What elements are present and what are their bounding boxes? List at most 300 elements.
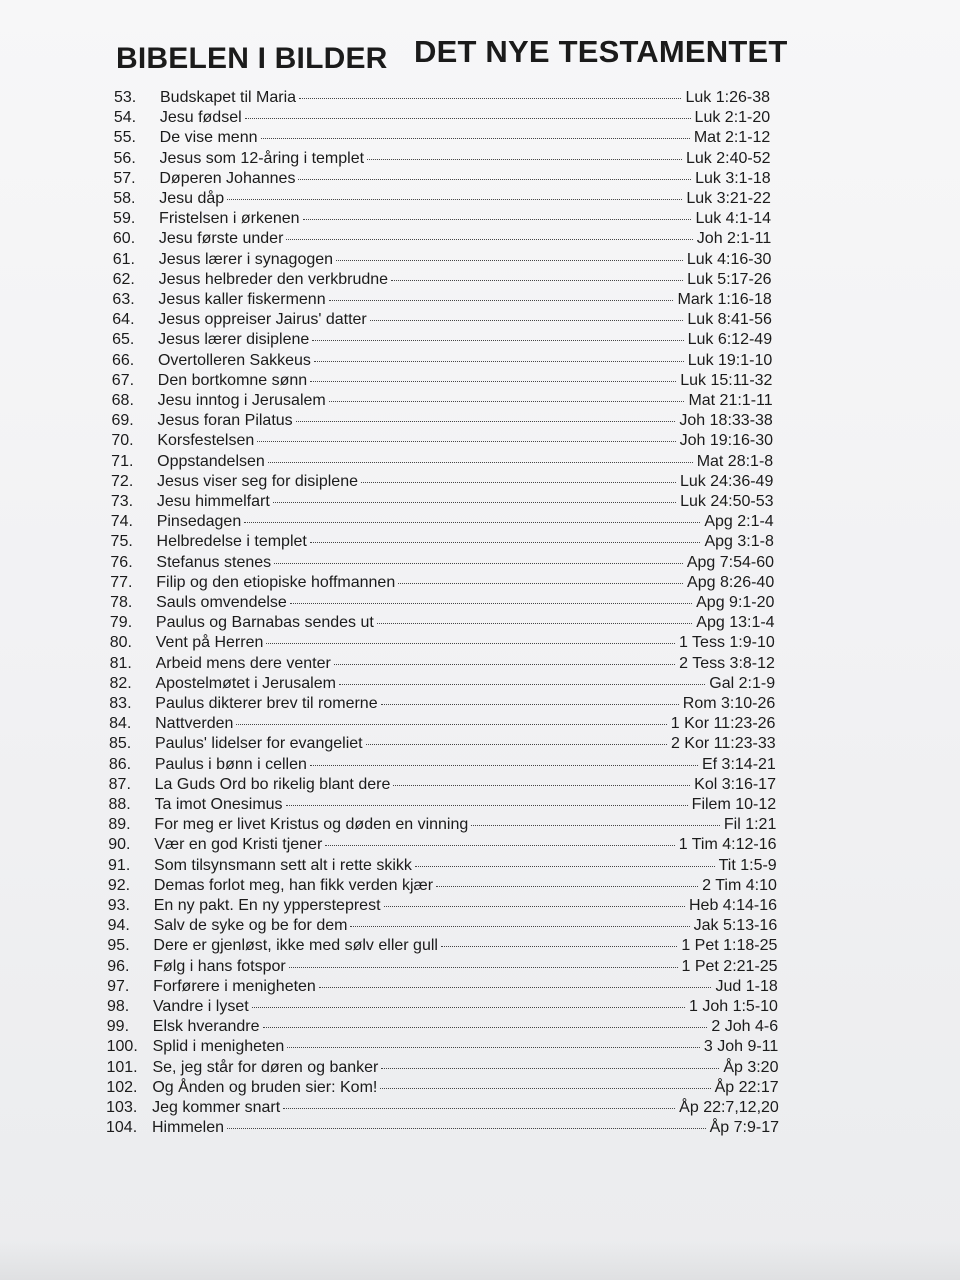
dot-leader — [283, 1108, 675, 1109]
scripture-reference: Joh 19:16-30 — [679, 432, 773, 450]
entry-content — [154, 815, 776, 835]
book-series-title: BIBELEN I BILDER — [116, 42, 388, 75]
entry-number: 95. — [107, 937, 130, 955]
entry-title: Korsfestelsen — [157, 432, 255, 450]
toc-entry — [0, 270, 960, 290]
toc-entry — [0, 957, 960, 977]
entry-number: 75. — [110, 533, 133, 551]
entry-content — [154, 916, 778, 936]
entry-content — [159, 189, 771, 209]
scripture-reference: Gal 2:1-9 — [709, 674, 776, 692]
entry-title: Vær en god Kristi tjener — [154, 836, 323, 854]
entry-content — [155, 714, 775, 734]
entry-title: Paulus i bønn i cellen — [154, 755, 307, 773]
scripture-reference: Luk 19:1-10 — [687, 351, 773, 369]
toc-entry — [0, 1017, 960, 1037]
scripture-reference: Fil 1:21 — [723, 816, 777, 834]
dot-leader — [289, 967, 678, 968]
dot-leader — [286, 805, 688, 806]
scripture-reference: 1 Kor 11:23-26 — [670, 715, 776, 733]
entry-content — [157, 492, 774, 512]
scripture-reference: Luk 2:1-20 — [694, 109, 771, 127]
entry-content — [154, 856, 777, 876]
entry-content — [153, 997, 778, 1017]
toc-entry — [0, 1098, 960, 1118]
entry-content — [159, 169, 770, 189]
toc-entry — [0, 1037, 960, 1057]
scripture-reference: Åp 3:20 — [723, 1058, 779, 1076]
entry-content — [155, 775, 776, 795]
entry-number: 87. — [108, 775, 131, 793]
entry-title: Jesu inntog i Jerusalem — [157, 392, 326, 409]
toc-entry — [0, 714, 960, 734]
toc-entry — [0, 411, 960, 431]
entry-title: Elsk hverandre — [152, 1018, 260, 1036]
entry-number: 72. — [111, 472, 134, 490]
scripture-reference: 3 Joh 9-11 — [703, 1038, 779, 1056]
entry-title: Himmelen — [152, 1119, 225, 1137]
entry-title: Og Ånden og bruden sier: Kom! — [152, 1078, 378, 1096]
toc-entry — [0, 977, 960, 997]
entry-content — [159, 229, 771, 249]
entry-title: Den bortkomne sønn — [157, 371, 308, 389]
entry-title: Stefanus stenes — [156, 553, 272, 571]
entry-content — [159, 270, 772, 290]
scripture-reference: Apg 9:1-20 — [696, 594, 775, 611]
dot-leader — [274, 563, 683, 564]
entry-number: 84. — [109, 715, 132, 733]
entry-content — [153, 936, 777, 956]
entry-number: 91. — [108, 856, 131, 874]
scripture-reference: 1 Pet 1:18-25 — [681, 937, 778, 955]
scripture-reference: Luk 3:1-18 — [695, 169, 771, 187]
entry-title: Paulus og Barnabas sendes ut — [155, 614, 374, 632]
dot-leader — [257, 441, 675, 442]
scripture-reference: Mat 21:1-11 — [688, 392, 773, 409]
entry-number: 92. — [107, 876, 131, 894]
dot-leader — [329, 401, 685, 402]
toc-entry — [0, 128, 960, 148]
toc-entry — [0, 149, 960, 169]
entry-title: Filip og den etiopiske hoffmannen — [156, 573, 396, 591]
toc-entry — [0, 330, 960, 350]
dot-leader — [298, 179, 691, 180]
scripture-reference: Apg 8:26-40 — [687, 573, 775, 591]
toc-entry — [0, 209, 960, 229]
entry-content — [153, 957, 777, 977]
entry-title: Følg i hans fotspor — [153, 957, 286, 975]
entry-title: En ny pakt. En ny yppersteprest — [153, 897, 381, 914]
dot-leader — [398, 583, 683, 584]
entry-number: 101. — [106, 1058, 138, 1076]
scripture-reference: Mat 28:1-8 — [696, 452, 774, 470]
toc-entry — [0, 189, 960, 209]
entry-number: 56. — [113, 149, 136, 167]
entry-title: Nattverden — [155, 715, 234, 733]
scripture-reference: Apg 2:1-4 — [704, 513, 774, 531]
scripture-reference: Heb 4:14-16 — [688, 897, 778, 914]
entry-title: Salv de syke og be for dem — [153, 917, 348, 935]
toc-entry — [0, 492, 960, 512]
toc-entry — [0, 532, 960, 552]
entry-title: Overtolleren Sakkeus — [157, 351, 311, 369]
toc-entry — [0, 775, 960, 795]
entry-title: Ta imot Onesimus — [154, 796, 283, 813]
entry-number: 60. — [112, 230, 136, 248]
dot-leader — [310, 381, 676, 382]
entry-number: 53. — [114, 89, 137, 106]
dot-leader — [287, 1047, 700, 1048]
entry-title: Jesu første under — [158, 230, 284, 248]
dot-leader — [310, 542, 701, 543]
entry-number: 81. — [109, 654, 132, 672]
entry-number: 68. — [111, 392, 134, 409]
dot-leader — [393, 785, 690, 786]
scripture-reference: Mat 2:1-12 — [693, 129, 771, 147]
entry-content — [152, 1058, 778, 1078]
toc-entry — [0, 472, 960, 492]
entry-title: Jesus oppreiser Jairus' datter — [158, 311, 367, 329]
toc-entry — [0, 876, 960, 896]
scripture-reference: Luk 6:12-49 — [687, 331, 773, 349]
entry-title: Jesus lærer disiplene — [158, 331, 310, 349]
toc-entry — [0, 633, 960, 653]
entry-content — [153, 977, 778, 997]
toc-entry — [0, 573, 960, 593]
entry-number: 69. — [111, 412, 134, 430]
dot-leader — [296, 421, 676, 422]
toc-entry — [0, 734, 960, 754]
entry-content — [155, 674, 775, 694]
scripture-reference: 2 Joh 4-6 — [711, 1018, 779, 1036]
entry-content — [158, 330, 772, 350]
entry-content — [158, 351, 772, 371]
entry-number: 76. — [110, 553, 133, 571]
entry-number: 79. — [109, 614, 133, 632]
entry-number: 54. — [113, 109, 137, 127]
dot-leader — [350, 926, 689, 927]
entry-title: Splid i menigheten — [152, 1038, 285, 1056]
entry-title: Vent på Herren — [155, 634, 264, 652]
entry-content — [160, 149, 771, 169]
entry-number: 96. — [107, 957, 130, 975]
dot-leader — [329, 300, 674, 301]
dot-leader — [266, 643, 675, 644]
entry-content — [160, 88, 770, 108]
header — [116, 34, 806, 79]
entry-title: Demas forlot meg, han fikk verden kjær — [153, 876, 434, 894]
toc-entry — [0, 229, 960, 249]
dot-leader — [380, 1088, 710, 1089]
entry-number: 88. — [108, 796, 131, 813]
scripture-reference: Luk 2:40-52 — [686, 149, 771, 167]
entry-number: 58. — [113, 190, 136, 207]
entry-content — [159, 209, 771, 229]
entry-number: 62. — [112, 270, 135, 288]
scripture-reference: Ef 3:14-21 — [701, 755, 776, 773]
entry-number: 99. — [106, 1018, 130, 1036]
entry-content — [157, 532, 774, 552]
scripture-reference: Luk 3:21-22 — [686, 190, 771, 207]
dot-leader — [303, 219, 692, 220]
entry-number: 93. — [107, 897, 130, 914]
toc-entry — [0, 896, 960, 916]
scripture-reference: 1 Tim 4:12-16 — [678, 836, 777, 854]
scripture-reference: Luk 5:17-26 — [687, 270, 772, 288]
entry-content — [155, 734, 776, 754]
entry-title: Oppstandelsen — [157, 452, 265, 470]
dot-leader — [391, 280, 683, 281]
entry-number: 90. — [108, 836, 131, 854]
toc-entry — [0, 1078, 960, 1098]
scripture-reference: 1 Joh 1:5-10 — [688, 998, 778, 1015]
scripture-reference: Luk 24:50-53 — [680, 493, 774, 510]
entry-content — [154, 876, 777, 896]
toc-entry — [0, 1118, 960, 1138]
entry-content — [156, 593, 774, 613]
entry-title: Jesus viser seg for disiplene — [157, 472, 358, 490]
scripture-reference: Rom 3:10-26 — [682, 695, 776, 712]
entry-content — [157, 411, 772, 431]
toc-entry — [0, 88, 960, 108]
entry-number: 61. — [112, 250, 135, 268]
toc-entry — [0, 452, 960, 472]
entry-content — [160, 128, 771, 148]
entry-number: 94. — [107, 917, 130, 935]
scripture-reference: Tit 1:5-9 — [718, 856, 777, 874]
toc-entry — [0, 856, 960, 876]
toc-entry — [0, 553, 960, 573]
toc-entry — [0, 997, 960, 1017]
entry-content — [160, 108, 770, 128]
entry-number: 85. — [108, 735, 132, 753]
dot-leader — [290, 603, 692, 604]
entry-content — [153, 1037, 779, 1057]
dot-leader — [384, 906, 685, 907]
entry-number: 55. — [113, 129, 136, 147]
entry-title: Jesu himmelfart — [156, 493, 270, 510]
dot-leader — [336, 260, 683, 261]
toc-entry — [0, 593, 960, 613]
entry-content — [156, 633, 775, 653]
dot-leader — [273, 502, 676, 503]
dot-leader — [441, 946, 677, 947]
entry-title: Budskapet til Maria — [160, 89, 297, 106]
entry-number: 83. — [109, 695, 132, 712]
dot-leader — [339, 684, 705, 685]
entry-title: Døperen Johannes — [159, 169, 296, 187]
entry-content — [157, 452, 773, 472]
toc-entry — [0, 674, 960, 694]
dot-leader — [236, 724, 666, 725]
toc-entry — [0, 613, 960, 633]
toc-entry — [0, 512, 960, 532]
dot-leader — [471, 825, 720, 826]
entry-title: Helbredelse i templet — [156, 533, 307, 551]
entry-title: Sauls omvendelse — [156, 594, 287, 611]
entry-content — [152, 1098, 779, 1118]
entry-title: Jeg kommer snart — [152, 1099, 281, 1116]
scripture-reference: Åp 22:7,12,20 — [679, 1099, 779, 1116]
scripture-reference: Filem 10-12 — [691, 796, 777, 813]
dot-leader — [261, 138, 690, 139]
toc-entry — [0, 169, 960, 189]
dot-leader — [312, 340, 683, 341]
dot-leader — [227, 199, 682, 200]
dot-leader — [366, 744, 667, 745]
entry-number: 104. — [106, 1119, 138, 1137]
toc-entry — [0, 755, 960, 775]
entry-number: 67. — [111, 371, 135, 389]
scripture-reference: 1 Tess 1:9-10 — [678, 634, 775, 652]
table-of-contents — [0, 88, 960, 1168]
toc-entry — [0, 431, 960, 451]
scripture-reference: Åp 7:9-17 — [709, 1119, 779, 1137]
entry-content — [157, 512, 774, 532]
scripture-reference: Luk 24:36-49 — [679, 472, 774, 490]
entry-title: Jesus lærer i synagogen — [158, 250, 334, 268]
scripture-reference: Jak 5:13-16 — [693, 917, 778, 935]
entry-title: Arbeid mens dere venter — [155, 654, 331, 672]
dot-leader — [381, 704, 679, 705]
entry-content — [154, 896, 777, 916]
dot-leader — [361, 482, 676, 483]
entry-title: Apostelmøtet i Jerusalem — [155, 674, 336, 692]
entry-content — [158, 371, 773, 391]
entry-number: 73. — [110, 493, 134, 510]
dot-leader — [263, 1027, 708, 1028]
entry-title: Vandre i lyset — [152, 998, 249, 1015]
entry-number: 71. — [111, 452, 134, 470]
toc-entry — [0, 916, 960, 936]
entry-content — [158, 310, 772, 330]
toc-entry — [0, 654, 960, 674]
entry-number: 80. — [109, 634, 132, 652]
entry-title: Jesus helbreder den verkbrudne — [158, 270, 389, 288]
entry-title: Paulus dikterer brev til romerne — [155, 695, 378, 712]
scripture-reference: Åp 22:17 — [714, 1078, 779, 1096]
entry-content — [156, 613, 775, 633]
scripture-reference: 2 Tess 3:8-12 — [679, 654, 775, 672]
entry-number: 98. — [106, 998, 130, 1015]
dot-leader — [252, 1007, 685, 1008]
entry-content — [158, 290, 771, 310]
entry-number: 59. — [113, 210, 136, 228]
entry-title: Jesu fødsel — [159, 109, 242, 127]
entry-title: De vise menn — [159, 129, 258, 147]
entry-number: 100. — [106, 1038, 138, 1056]
entry-number: 57. — [113, 169, 136, 187]
entry-title: Jesus kaller fiskermenn — [158, 291, 326, 308]
entry-title: Forførere i menigheten — [153, 977, 316, 995]
entry-content — [152, 1078, 778, 1098]
entry-title: Fristelsen i ørkenen — [159, 210, 300, 228]
scripture-reference: Luk 4:16-30 — [686, 250, 772, 268]
entry-number: 70. — [111, 432, 134, 450]
toc-entry — [0, 795, 960, 815]
entry-number: 63. — [112, 291, 135, 308]
entry-number: 66. — [111, 351, 135, 369]
entry-number: 86. — [108, 755, 132, 773]
dot-leader — [325, 845, 674, 846]
entry-content — [156, 573, 774, 593]
scripture-reference: Jud 1-18 — [715, 977, 778, 995]
entry-content — [155, 694, 775, 714]
toc-entry — [0, 391, 960, 411]
toc-entry — [0, 815, 960, 835]
scripture-reference: Luk 4:1-14 — [695, 210, 772, 228]
entry-title: Paulus' lidelser for evangeliet — [154, 735, 363, 753]
entry-content — [158, 391, 773, 411]
entry-title: Jesus foran Pilatus — [157, 412, 293, 430]
dot-leader — [245, 118, 691, 119]
dot-leader — [415, 866, 715, 867]
entry-title: Jesus som 12-åring i templet — [159, 149, 365, 167]
scripture-reference: Apg 7:54-60 — [686, 553, 775, 571]
scripture-reference: Apg 13:1-4 — [696, 614, 775, 632]
testament-title: DET NYE TESTAMENTET — [414, 34, 788, 69]
scripture-reference: 2 Tim 4:10 — [702, 876, 777, 894]
entry-content — [157, 472, 773, 492]
entry-number: 65. — [112, 331, 135, 349]
dot-leader — [370, 320, 684, 321]
toc-entry — [0, 694, 960, 714]
entry-title: Pinsedagen — [156, 513, 242, 531]
dot-leader — [244, 522, 700, 523]
dot-leader — [299, 98, 681, 99]
toc-entry — [0, 250, 960, 270]
entry-content — [154, 835, 776, 855]
entry-content — [157, 431, 773, 451]
entry-number: 74. — [110, 513, 133, 531]
entry-number: 97. — [107, 977, 130, 995]
dot-leader — [367, 159, 682, 160]
scripture-reference: Mark 1:16-18 — [677, 291, 772, 308]
dot-leader — [310, 765, 698, 766]
scripture-reference: Luk 15:11-32 — [680, 371, 773, 389]
dot-leader — [334, 664, 675, 665]
toc-entry — [0, 290, 960, 310]
scripture-reference: Joh 18:33-38 — [679, 412, 773, 430]
entry-number: 89. — [108, 816, 131, 834]
entry-title: For meg er livet Kristus og døden en vinning — [154, 816, 469, 834]
dot-leader — [268, 462, 693, 463]
entry-title: Som tilsynsmann sett alt i rette skikk — [154, 856, 412, 874]
scripture-reference: Luk 1:26-38 — [685, 89, 770, 106]
toc-entry — [0, 936, 960, 956]
entry-title: Dere er gjenløst, ikke med sølv eller gull — [153, 937, 438, 955]
toc-entry — [0, 835, 960, 855]
entry-content — [155, 755, 776, 775]
scripture-reference: Luk 8:41-56 — [687, 311, 772, 329]
entry-title: Se, jeg står for døren og banker — [152, 1058, 379, 1076]
entry-number: 64. — [112, 311, 135, 329]
entry-title: Jesu dåp — [159, 190, 225, 207]
entry-number: 78. — [110, 594, 133, 611]
scripture-reference: Kol 3:16-17 — [694, 775, 776, 793]
entry-content — [152, 1118, 779, 1138]
entry-number: 77. — [110, 573, 133, 591]
entry-content — [156, 654, 775, 674]
scripture-reference: 2 Kor 11:23-33 — [670, 735, 776, 753]
toc-entry — [0, 310, 960, 330]
entry-content — [155, 795, 777, 815]
dot-leader — [381, 1068, 719, 1069]
entry-content — [153, 1017, 778, 1037]
scripture-reference: Apg 3:1-8 — [704, 533, 774, 551]
dot-leader — [227, 1128, 706, 1129]
entry-content — [159, 250, 772, 270]
